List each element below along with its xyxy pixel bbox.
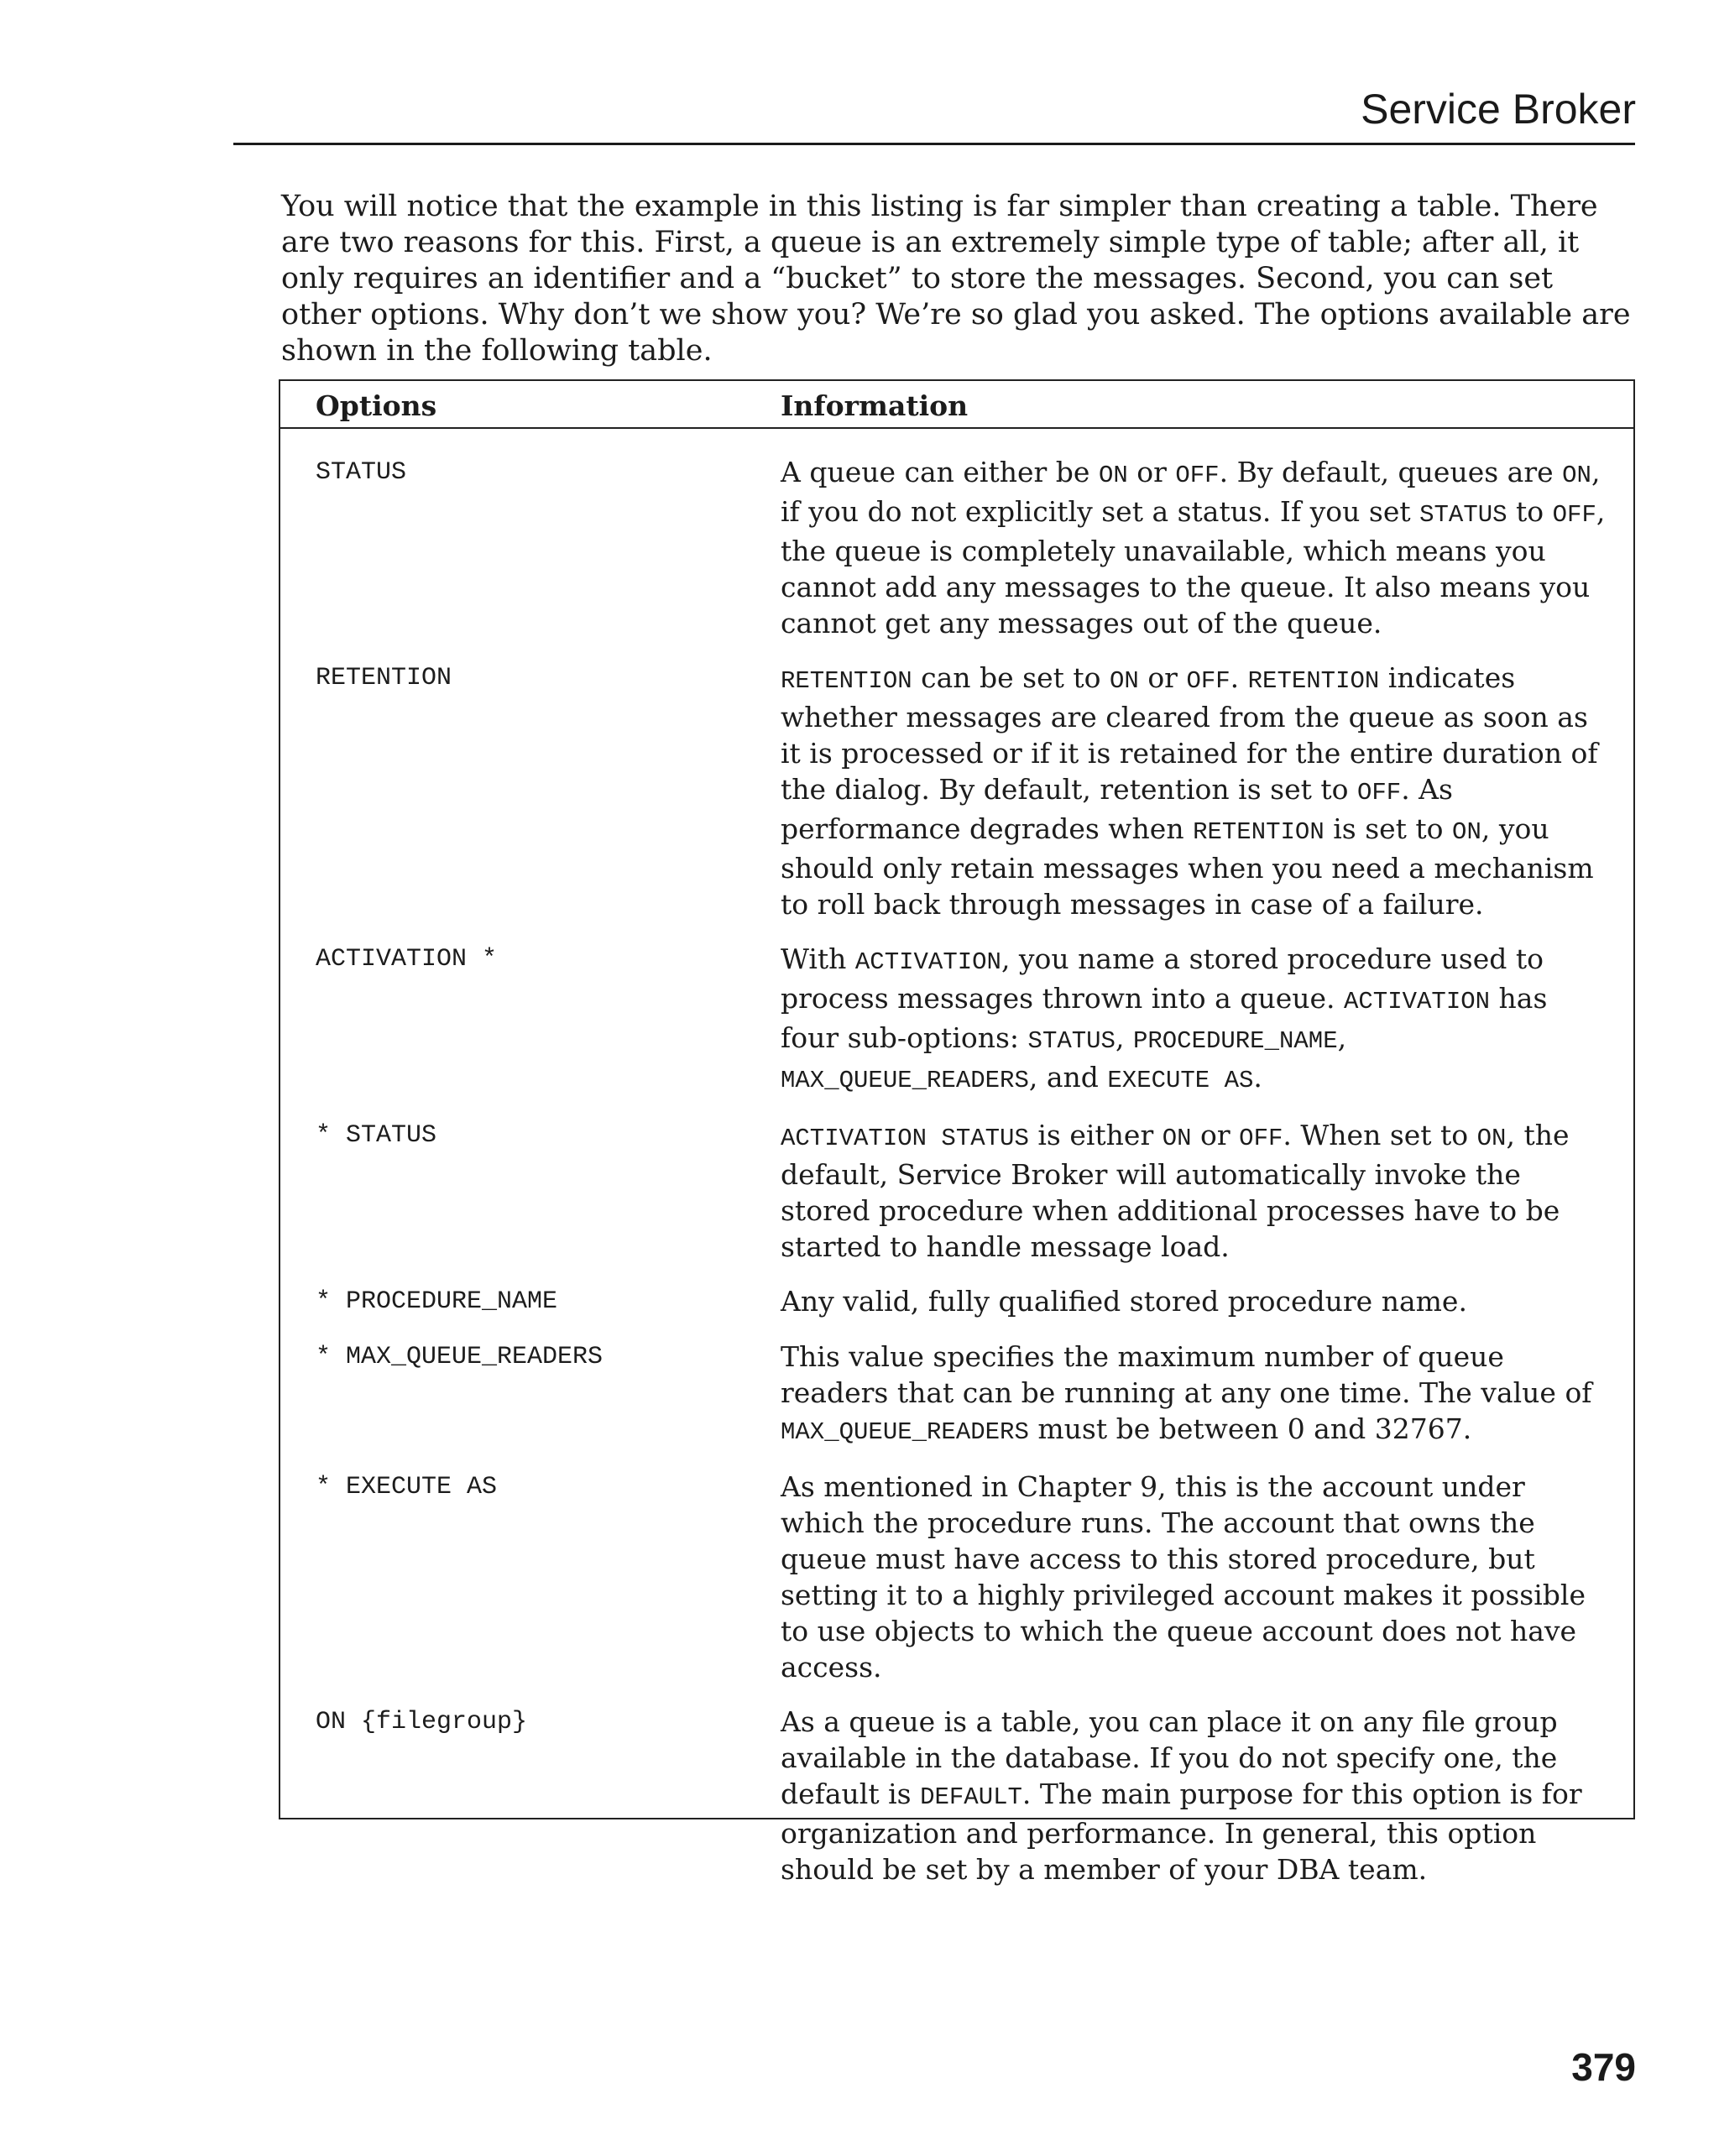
- info-text: . The main purpose for this option is for organization and performance. In general, this option should be set by a member of your DBA team.: [781, 1778, 1582, 1886]
- code-term: OFF: [1356, 779, 1402, 807]
- code-term: OFF: [1239, 1125, 1283, 1152]
- info-text: can be set to: [912, 661, 1110, 694]
- info-text: With: [781, 942, 855, 975]
- code-term: ON: [1476, 1125, 1507, 1152]
- code-term: RETENTION: [1247, 667, 1380, 695]
- option-name: * MAX_QUEUE_READERS: [316, 1343, 603, 1371]
- info-text: . When set to: [1283, 1119, 1477, 1151]
- table-row: [280, 454, 1633, 641]
- code-term: OFF: [1186, 667, 1230, 695]
- table-header-row: [280, 381, 1633, 429]
- option-name: * EXECUTE AS: [316, 1473, 498, 1501]
- info-text: .: [1230, 661, 1248, 694]
- code-term: MAX_QUEUE_READERS: [781, 1418, 1029, 1446]
- info-text: As mentioned in Chapter 9, this is the account under which the procedure runs. The account that owns the queue must have access to this stored procedure, but setting it to a highly privileged account makes it possible to use objects to which the queue account does not have access.: [781, 1470, 1586, 1684]
- option-information: [781, 1339, 1607, 1450]
- code-term: PROCEDURE_NAME: [1132, 1027, 1338, 1055]
- option-name: * PROCEDURE_NAME: [316, 1287, 558, 1316]
- info-text: is either: [1028, 1119, 1163, 1151]
- code-term: ACTIVATION: [1344, 988, 1491, 1015]
- option-name: * STATUS: [316, 1121, 437, 1150]
- option-name: ON {filegroup}: [316, 1708, 528, 1736]
- code-term: OFF: [1175, 462, 1220, 489]
- code-term: DEFAULT: [920, 1783, 1022, 1811]
- info-text: , if you do not explicitly set a status. If you set: [781, 456, 1601, 528]
- code-term: ACTIVATION: [854, 948, 1001, 976]
- info-text: Any valid, fully qualified stored procedure name.: [781, 1285, 1467, 1318]
- option-information: [781, 454, 1607, 641]
- option-information: [781, 660, 1607, 922]
- info-text: ,: [1337, 1021, 1347, 1054]
- info-text: As a queue is a table, you can place it on any file group available in the database. If you do not specify one, the default is: [781, 1705, 1558, 1810]
- info-text: , and: [1028, 1061, 1108, 1094]
- information-column-header: Information: [781, 389, 969, 422]
- option-information: [781, 941, 1607, 1099]
- code-term: STATUS: [1419, 501, 1507, 529]
- table-row: [280, 1704, 1633, 1887]
- table-row: [280, 660, 1633, 922]
- info-text: . By default, queues are: [1219, 456, 1563, 488]
- code-term: RETENTION: [781, 667, 912, 695]
- code-term: RETENTION: [1193, 818, 1325, 846]
- info-text: ,: [1115, 1021, 1133, 1054]
- info-text: , you should only retain messages when you need a mechanism to roll back through messages in case of a failure.: [781, 812, 1594, 921]
- info-text: , the default, Service Broker will automatically invoke the stored procedure when additional processes have to be started to handle message load.: [781, 1119, 1570, 1263]
- info-text: or: [1127, 456, 1176, 488]
- table-row: [280, 1469, 1633, 1685]
- code-term: EXECUTE AS: [1107, 1067, 1254, 1094]
- code-term: ACTIVATION STATUS: [781, 1125, 1029, 1152]
- code-term: OFF: [1552, 501, 1596, 529]
- table-row: [280, 1283, 1633, 1320]
- info-text: or: [1191, 1119, 1240, 1151]
- page-number: 379: [1571, 2045, 1636, 2089]
- table-row: [280, 941, 1633, 1099]
- header-rule: [233, 143, 1635, 145]
- option-information: [781, 1469, 1607, 1685]
- info-text: , you name a stored procedure used to process messages thrown into a queue.: [781, 942, 1544, 1015]
- info-text: This value specifies the maximum number of queue readers that can be running at any one time. The value of: [781, 1340, 1592, 1409]
- info-text: has four sub-options:: [781, 982, 1548, 1054]
- code-term: ON: [1452, 818, 1481, 846]
- option-information: [781, 1704, 1607, 1887]
- running-header-title: Service Broker: [1361, 86, 1636, 133]
- intro-paragraph: You will notice that the example in this listing is far simpler than creating a table. There are two reasons for this. First, a queue is an extremely simple type of table; after all, it only requires an identifier and a “bucket” to store the messages. Second, you can set other options. Why don’t we show you? We’re so glad you asked. The options available are shown in the following table.: [281, 190, 1631, 368]
- code-term: ON: [1098, 462, 1128, 489]
- options-table: [279, 379, 1635, 1886]
- option-information: [781, 1283, 1607, 1320]
- info-text: is set to: [1324, 812, 1453, 845]
- code-term: MAX_QUEUE_READERS: [781, 1067, 1029, 1094]
- code-term: ON: [1162, 1125, 1192, 1152]
- info-text: or: [1138, 661, 1187, 694]
- option-name: STATUS: [316, 458, 407, 487]
- table-row: [280, 1339, 1633, 1450]
- info-text: .: [1253, 1061, 1262, 1094]
- option-name: ACTIVATION *: [316, 945, 498, 974]
- options-column-header: Options: [316, 389, 437, 422]
- info-text: A queue can either be: [781, 456, 1099, 488]
- info-text: to: [1507, 495, 1553, 528]
- option-information: [781, 1117, 1607, 1265]
- option-name: RETENTION: [316, 664, 452, 692]
- code-term: STATUS: [1027, 1027, 1116, 1055]
- info-text: , the queue is completely unavailable, which means you cannot add any messages to the queue. It also means you cannot get any messages out of the queue.: [781, 495, 1606, 639]
- table-body: [280, 429, 1633, 1887]
- table-row: [280, 1117, 1633, 1265]
- info-text: . As performance degrades when: [781, 773, 1453, 845]
- code-term: ON: [1562, 462, 1591, 489]
- info-text: indicates whether messages are cleared from the queue as soon as it is processed or if it is retained for the entire duration of the dialog. By default, retention is set to: [781, 661, 1598, 806]
- code-term: ON: [1110, 667, 1139, 695]
- info-text: must be between 0 and 32767.: [1028, 1412, 1472, 1445]
